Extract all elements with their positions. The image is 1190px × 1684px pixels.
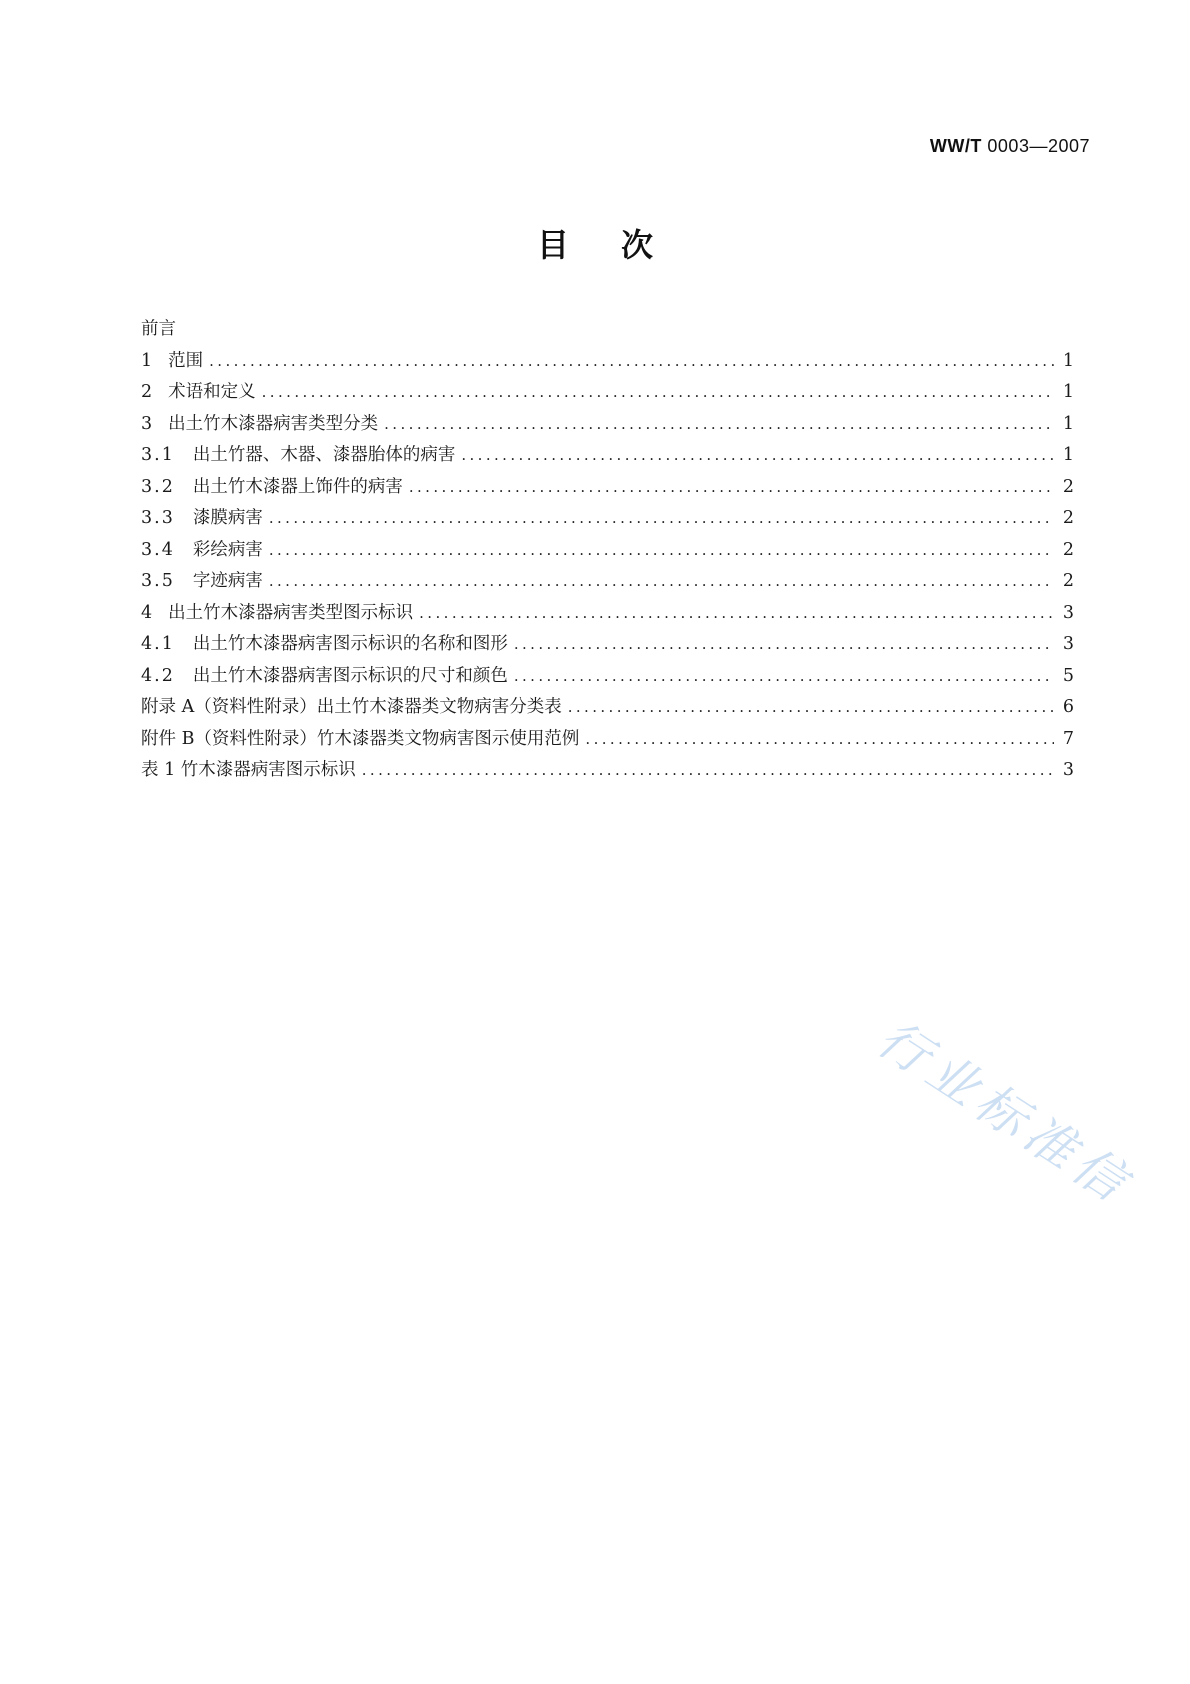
toc-entry-label: 出土竹器、木器、漆器胎体的病害 [192, 445, 456, 465]
toc-dot-leader [585, 730, 1054, 748]
toc-entry-page: 3 [1062, 634, 1074, 654]
toc-entry-page: 3 [1062, 760, 1074, 780]
toc-entry[interactable] [141, 567, 1074, 599]
toc-entry-number: 1 [141, 350, 153, 371]
toc-entry-label: 表 1 竹木漆器病害图示标识 [141, 760, 356, 780]
toc-entry-label: 附录 A（资料性附录）出土竹木漆器类文物病害分类表 [141, 697, 562, 717]
toc-entry[interactable] [141, 599, 1074, 631]
toc-dot-leader [514, 667, 1054, 685]
toc-dot-leader [269, 572, 1054, 590]
watermark: 行业标准信 [867, 1009, 1143, 1216]
standard-number: 0003—2007 [981, 136, 1090, 156]
toc-entry[interactable] [141, 630, 1074, 662]
toc-entry-number: 3.1 [141, 445, 175, 465]
toc-entry-page: 1 [1062, 382, 1074, 402]
toc-dot-leader [269, 541, 1054, 559]
toc-entry-number: 3.5 [141, 571, 175, 591]
toc-entry-page: 1 [1062, 350, 1074, 371]
toc-entry-page: 2 [1062, 571, 1074, 591]
toc-entry-label: 范围 [168, 350, 204, 371]
toc-entry-number: 4.2 [141, 665, 175, 686]
toc-entry[interactable] [141, 725, 1074, 757]
toc-dot-leader [409, 478, 1054, 496]
toc-entry-page: 1 [1062, 445, 1074, 465]
toc-entry-page: 2 [1062, 508, 1074, 528]
toc-dot-leader [514, 635, 1054, 653]
toc-entry-label: 彩绘病害 [192, 539, 263, 560]
toc-entry-page: 2 [1062, 539, 1074, 560]
toc-dot-leader [262, 383, 1054, 401]
toc-entry-number: 3.3 [141, 508, 175, 528]
toc-dot-leader [568, 698, 1054, 716]
toc-entry-label: 出土竹木漆器病害图示标识的名称和图形 [192, 634, 508, 654]
toc-entry-label: 出土竹木漆器病害类型图示标识 [168, 602, 414, 623]
toc-entry[interactable] [141, 315, 1074, 347]
toc-dot-leader [269, 509, 1054, 527]
toc-dot-leader [461, 446, 1054, 464]
toc-entry-label: 术语和定义 [168, 382, 256, 402]
toc-entry-label: 出土竹木漆器上饰件的病害 [192, 476, 403, 497]
page-title: 目次 [536, 226, 705, 264]
table-of-contents [141, 315, 1074, 788]
toc-entry-label: 附件 B（资料性附录）竹木漆器类文物病害图示使用范例 [141, 728, 580, 749]
toc-entry[interactable] [141, 410, 1074, 442]
toc-entry[interactable] [141, 441, 1074, 473]
toc-entry-page: 6 [1062, 697, 1074, 717]
toc-entry-number: 4 [141, 602, 153, 623]
toc-entry-number: 3.2 [141, 476, 175, 497]
toc-entry-number: 2 [141, 382, 153, 402]
toc-dot-leader [384, 415, 1054, 433]
toc-entry-page: 1 [1062, 413, 1074, 434]
toc-entry-number: 4.1 [141, 634, 175, 654]
toc-entry[interactable] [141, 378, 1074, 410]
toc-entry-page: 3 [1062, 602, 1074, 623]
toc-entry[interactable] [141, 347, 1074, 379]
standard-code [930, 136, 1090, 157]
toc-entry-label: 出土竹木漆器病害类型分类 [168, 413, 379, 434]
toc-entry[interactable] [141, 693, 1074, 725]
toc-entry-label: 出土竹木漆器病害图示标识的尺寸和颜色 [192, 665, 508, 686]
toc-dot-leader [362, 761, 1054, 779]
toc-entry[interactable] [141, 536, 1074, 568]
toc-entry[interactable] [141, 473, 1074, 505]
toc-entry-page: 5 [1062, 665, 1074, 686]
toc-entry[interactable] [141, 756, 1074, 788]
toc-dot-leader [419, 604, 1054, 622]
toc-entry-number: 3.4 [141, 539, 175, 560]
toc-entry-label: 漆膜病害 [192, 508, 263, 528]
toc-entry[interactable] [141, 662, 1074, 694]
toc-entry-page: 2 [1062, 476, 1074, 497]
toc-entry[interactable] [141, 504, 1074, 536]
standard-prefix: WW/T [929, 136, 982, 156]
toc-entry-page: 7 [1062, 728, 1074, 749]
toc-entry-number: 3 [141, 413, 153, 434]
toc-dot-leader [209, 352, 1054, 370]
toc-entry-label: 前言 [141, 319, 176, 339]
toc-entry-label: 字迹病害 [192, 571, 263, 591]
